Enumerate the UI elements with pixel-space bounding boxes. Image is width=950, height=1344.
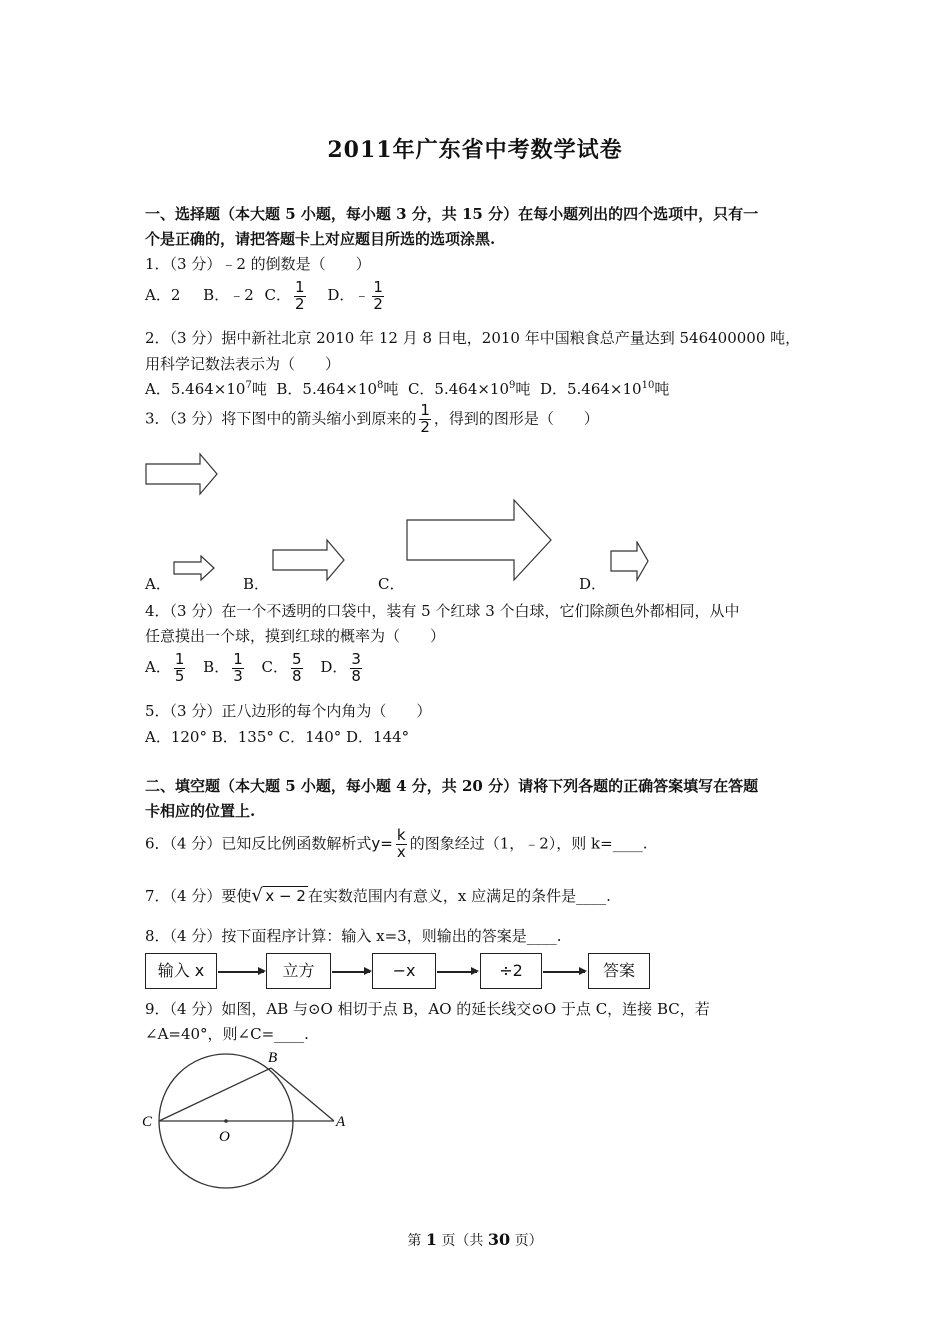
flow-arrow-3 bbox=[437, 971, 477, 973]
q1-option-d: D．﹣ $\frac{1}{2}$ bbox=[327, 278, 383, 313]
q1-option-c: C． $\frac{1}{2}$ bbox=[264, 278, 305, 313]
q8-stem: 8．（4 分）按下面程序计算：输入 x=3，则输出的答案是____. bbox=[145, 927, 562, 945]
q5-stem: 5．（3 分）正八边形的每个内角为（ ） bbox=[145, 702, 432, 720]
q3-option-b-arrow bbox=[272, 538, 348, 582]
q2-option-a: A．$5.464\times 10^7$吨 bbox=[145, 380, 267, 398]
flow-arrow-4 bbox=[543, 971, 585, 973]
q3-stem: 3．（3 分）将下图中的箭头缩小到原来的 $\frac{1}{2}$ ，得到的图形是（ ） bbox=[145, 401, 599, 436]
label-c: C bbox=[142, 1114, 153, 1130]
q9-stem-line2: ∠A=40°，则∠C=____. bbox=[145, 1025, 309, 1043]
q3-option-a-arrow bbox=[173, 555, 217, 583]
q1-options bbox=[145, 280, 387, 313]
q7-stem: 7．（4 分）要使 √ x − 2 在实数范围内有意义，x 应满足的条件是____. bbox=[145, 885, 611, 906]
flow-box-answer: 答案 bbox=[588, 953, 650, 989]
sqrt-expression: √ x − 2 bbox=[251, 885, 306, 906]
center-o-dot bbox=[224, 1119, 228, 1123]
q9-circle-diagram bbox=[138, 1044, 350, 1194]
q6-stem: 6．（4 分）已知反比例函数解析式y= $\frac{k}{x}$ 的图象经过（1，﹣2），则 k=____. bbox=[145, 826, 648, 861]
label-b: B bbox=[268, 1050, 278, 1066]
flow-box-cube: 立方 bbox=[266, 953, 331, 989]
q3-option-d-arrow bbox=[609, 541, 651, 583]
q1-option-a: A．2 bbox=[145, 286, 181, 305]
label-a: A bbox=[336, 1114, 346, 1130]
q4-stem-line1: 4．（3 分）在一个不透明的口袋中，装有 5 个红球 3 个白球，它们除颜色外都相同，从中 bbox=[145, 602, 740, 620]
q3-option-a-label: A． bbox=[145, 575, 171, 593]
flow-box-divide-2: ÷2 bbox=[480, 953, 542, 989]
section2-heading-line2: 卡相应的位置上. bbox=[145, 802, 256, 820]
flow-arrow-1 bbox=[218, 971, 264, 973]
q3-option-c-arrow bbox=[406, 498, 554, 584]
page-title: 2011年广东省中考数学试卷 bbox=[327, 137, 623, 163]
q4-option-c: C． $\frac{5}{8}$ bbox=[261, 650, 302, 685]
section1-heading-line1: 一、选择题（本大题 5 小题，每小题 3 分，共 15 分）在每小题列出的四个选项中，只有一 bbox=[145, 205, 759, 223]
q4-options bbox=[145, 652, 365, 685]
q3-original-arrow bbox=[145, 452, 221, 496]
flow-box-minus-x: −x bbox=[372, 953, 436, 989]
q2-option-b: B．$5.464\times 10^8$吨 bbox=[276, 380, 399, 398]
q2-stem-line1: 2．（3 分）据中新社北京 2010 年 12 月 8 日电，2010 年中国粮食总产量达到 546400000 吨， bbox=[145, 329, 801, 347]
q3-option-d-label: D． bbox=[579, 575, 607, 593]
q4-option-a: A． $\frac{1}{5}$ bbox=[145, 650, 185, 685]
q9-stem-line1: 9．（4 分）如图，AB 与⊙O 相切于点 B，AO 的延长线交⊙O 于点 C，连接 BC，若 bbox=[145, 1000, 710, 1018]
q3-option-b-label: B． bbox=[243, 575, 270, 593]
flow-arrow-2 bbox=[332, 971, 370, 973]
q2-stem-line2: 用科学记数法表示为（ ） bbox=[145, 355, 341, 373]
q4-stem-line2: 任意摸出一个球，摸到红球的概率为（ ） bbox=[145, 627, 446, 645]
q4-option-b: B． $\frac{1}{3}$ bbox=[203, 650, 243, 685]
q1-option-b: B．﹣2 bbox=[203, 286, 254, 305]
tangent-ba bbox=[271, 1068, 334, 1121]
section2-heading-line1: 二、填空题（本大题 5 小题，每小题 4 分，共 20 分）请将下列各题的正确答案填写在答题 bbox=[145, 777, 759, 795]
q2-option-d: D．$5.464\times 10^{10}$吨 bbox=[539, 380, 670, 398]
q1-stem: 1．（3 分）﹣2 的倒数是（ ） bbox=[145, 255, 371, 273]
q5-options: A．120° B．135° C．140° D．144° bbox=[145, 728, 410, 746]
page-footer: 第 1 页（共 30 页） bbox=[407, 1230, 543, 1249]
q2-option-c: C．$5.464\times 10^9$吨 bbox=[407, 380, 531, 398]
q4-option-d: D． $\frac{3}{8}$ bbox=[320, 650, 361, 685]
q3-option-c-label: C． bbox=[378, 575, 405, 593]
q2-options bbox=[145, 378, 669, 399]
flow-box-input: 输入 x bbox=[145, 953, 217, 989]
label-o: O bbox=[219, 1129, 230, 1145]
section1-heading-line2: 个是正确的，请把答题卡上对应题目所选的选项涂黑. bbox=[145, 230, 496, 248]
